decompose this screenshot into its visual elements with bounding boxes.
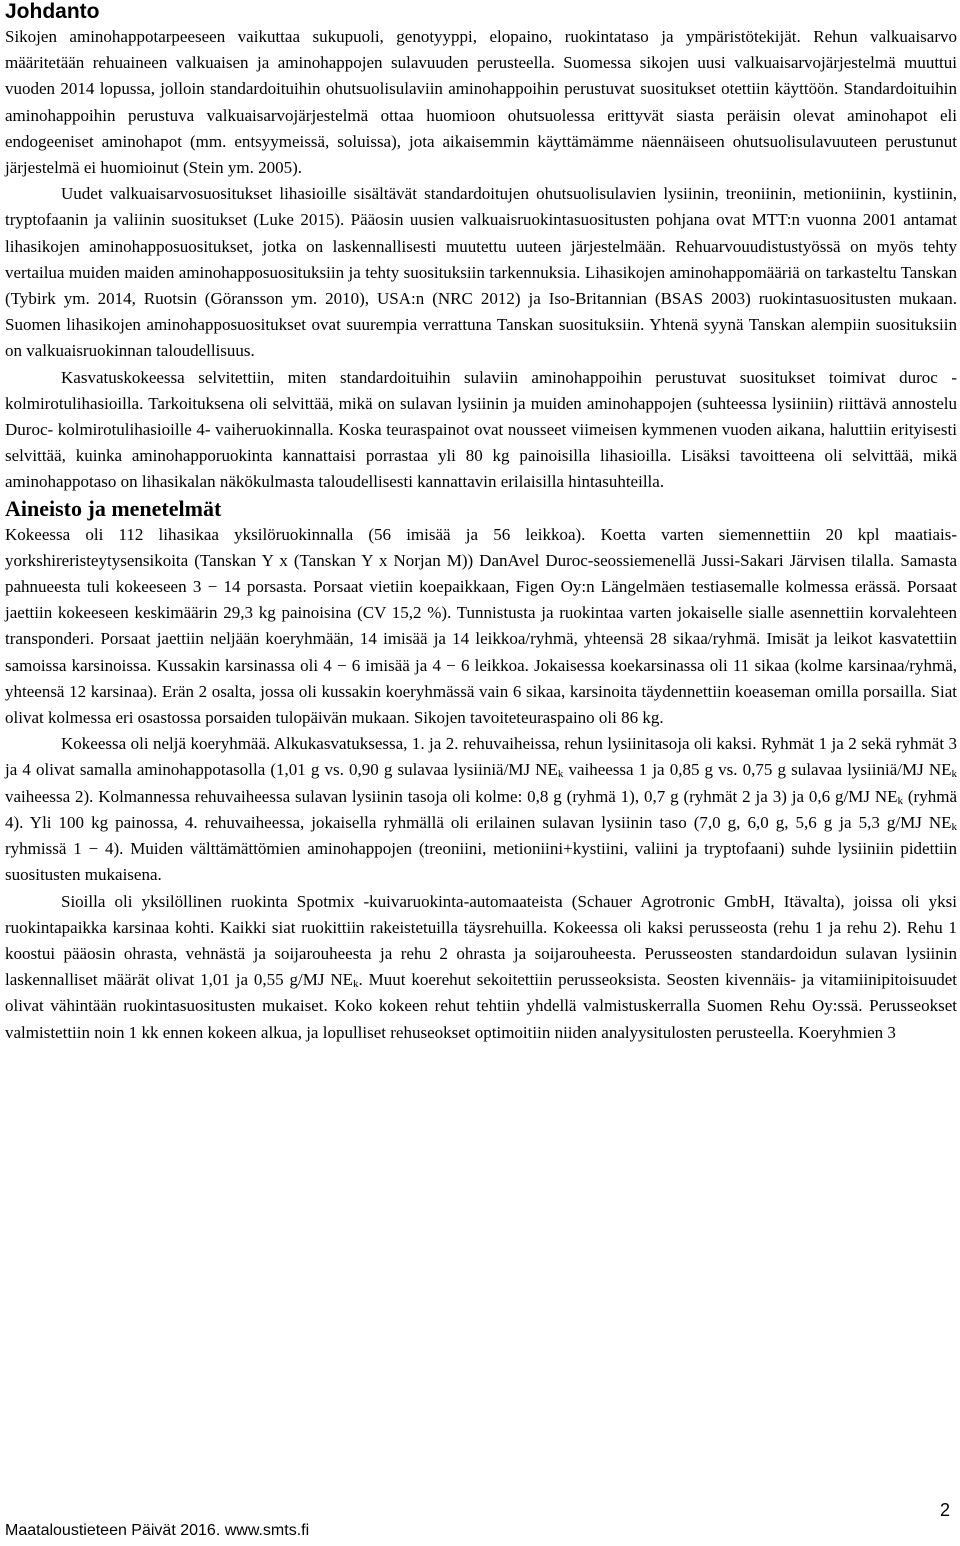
text-run: Kokeessa oli neljä koeryhmää. Alkukasvatuksessa, 1. ja 2. rehuvaiheissa, rehun lysiinitasoja oli kaksi. Ryhmät 1 ja 2 sekä ryhmät 3 ja 4 olivat samalla aminohappotasolla (1,01 g vs. 0,90 g sulavaa lysiiniä/MJ NE <box>5 734 957 780</box>
paragraph: Sikojen aminohappotarpeeseen vaikuttaa sukupuoli, genotyyppi, elopaino, ruokintataso ja ympäristötekijät. Rehun valkuaisarvo määritetään rehuaineen valkuaisen ja aminohappojen sulavuuden perusteella. Suomessa sikojen uusi valkuaisarvojärjestelmä muuttui vuoden 2014 lopussa, jolloin standardoituihin ohutsuolisulaviin aminohappoihin perustuvat suositukset otettiin käyttöön. Standardoituihin aminohappoihin perustuva valkuaisarvojärjestelmä ottaa huomioon ohutsuolessa erittyvät siasta peräisin olevat aminohapot eli endogeeniset aminohapot (mm. entsyymeissä, soluissa), jota aikaisemmin käyttämämme näennäiseen ohutsuolisulavuuteen perustunut järjestelmä ei huomioinut (Stein ym. 2005). <box>5 27 957 178</box>
text-run: (ryhmä 4). Yli 100 kg painossa, 4. rehuvaiheessa, jokaisella ryhmällä oli erilainen sulavan lysiinin taso (7,0 g, 6,0 g, 5,6 g ja 5,3 g/MJ NE <box>5 786 957 832</box>
paragraph: Uudet valkuaisarvosuositukset lihasioille sisältävät standardoitujen ohutsuolisulavien lysiinin, treoniinin, metioniinin, kystiinin, tryptofaanin ja valiinin suositukset (Luke 2015). Pääosin uusien valkuaisruokintasuositusten pohjana ovat MTT:n vuonna 2001 antamat lihasikojen aminohapposuositukset, jotka on laskennallisesti muutettu uuteen järjestelmään. Rehuarvouudistustyössä on myös tehty vertailua muiden maiden aminohapposuosituksiin ja tehty suosituksiin tarkennuksia. Lihasikojen aminohappomääriä on tarkasteltu Tanskan (Tybirk ym. 2014, Ruotsin (Göransson ym. 2010), USA:n (NRC 2012) ja Iso-Britannian (BSAS 2003) ruokintasuositusten mukaan. Suomen lihasikojen aminohapposuositukset ovat suurempia verrattuna Tanskan suosituksiin. Yhtenä syynä Tanskan alempiin suosituksiin on valkuaisruokinnan taloudellisuus. <box>5 184 957 361</box>
section-heading-introduction: Johdanto <box>5 0 100 23</box>
document-page <box>5 0 957 1046</box>
subscript: k <box>951 820 957 833</box>
paragraph: Kokeessa oli 112 lihasikaa yksilöruokinnalla (56 imisää ja 56 leikkoa). Koetta varten siemennettiin 20 kpl maatiais-yorkshireristeytysensikoita (Tanskan Y x (Tanskan Y x Norjan M)) DanAvel Duroc-seossiemenellä Jussi-Sakari Järvisen tilalla. Samasta pahnueesta tuli kokeeseen 3 − 14 porsasta. Porsaat vietiin koepaikkaan, Figen Oy:n Längelmäen testiasemalle kolmessa erässä. Porsaat jaettiin kokeeseen keskimäärin 29,3 kg painoisina (CV 15,2 %). Tunnistusta ja ruokintaa varten jokaiselle sialle asennettiin korvalehteen transponderi. Porsaat jaettiin neljään koeryhmään, 14 imisää ja 14 leikkoa/ryhmä, yhteensä 28 sikaa/ryhmä. Imisät ja leikot kasvatettiin samoissa karsinoissa. Kussakin karsinassa oli 4 − 6 imisää ja 4 − 6 leikkoa. Jokaisessa koekarsinassa oli 11 sikaa (kolme karsinaa/ryhmä, yhteensä 12 karsinaa). Erän 2 osalta, jossa oli kussakin koeryhmässä vain 6 sikaa, karsinoita täydennettiin koeaseman omilla porsailla. Siat olivat kolmessa eri osastossa porsaiden tulopäivän mukaan. Sikojen tavoiteteuraspaino oli 86 kg. <box>5 524 957 728</box>
subscript: k <box>897 794 904 807</box>
text-run: ryhmissä 1 − 4). Muiden välttämättömien aminohappojen (treoniini, metioniini+kystiini, valiini ja tryptofaani) suhde lysiiniin pidettiin suositusten mukaisena. <box>5 839 957 885</box>
text-run: vaiheessa 2). Kolmannessa rehuvaiheessa sulavan lysiinin tasoja oli kolme: 0,8 g (ryhmä 1), 0,7 g (ryhmät 2 ja 3) ja 0,6 g/MJ NE <box>5 786 898 806</box>
subscript: k <box>353 978 359 991</box>
subscript: k <box>951 768 957 781</box>
paragraph-feeding <box>5 889 957 1046</box>
footer-text: Maataloustieteen Päivät 2016. www.smts.fi <box>5 1522 310 1539</box>
paragraph: Kasvatuskokeessa selvitettiin, miten standardoituihin sulaviin aminohappoihin perustuvat suositukset toimivat duroc -kolmirotulihasioilla. Tarkoituksena oli selvittää, mikä on sulavan lysiinin ja muiden aminohappojen (suhteessa lysiiniin) riittävä annostelu Duroc- kolmirotulihasioille 4- vaiheruokinnalla. Koska teuraspainot ovat nousseet viimeisen kymmenen vuoden aikana, haluttiin erityisesti selvittää, kuinka aminohapporuokinta kannattaisi porrastaa yli 80 kg painoisilla lihasioilla. Lisäksi tavoitteena oli selvittää, mikä aminohappotaso on lihasikalan näkökulmasta taloudellisesti kannattavin erilaisilla hintasuhteilla. <box>5 367 957 492</box>
text-run: vaiheessa 1 ja 0,85 g vs. 0,75 g sulavaa lysiiniä/MJ NE <box>563 760 952 780</box>
section-heading-methods: Aineisto ja menetelmät <box>5 495 222 521</box>
page-number: 2 <box>939 1500 950 1520</box>
paragraph-lysine-levels <box>5 731 957 888</box>
subscript: k <box>557 768 564 781</box>
text-run: . Muut koerehut sekoitettiin perusseoksista. Seosten kivennäis- ja vitamiinipitoisuudet olivat vähintään ruokintasuositusten mukaiset. Koko kokeen rehut tehtiin yhdellä valmistuskerralla Suomen Rehu Oy:ssä. Perusseokset valmistettiin noin 1 kk ennen kokeen alkua, ja lopulliset rehuseokset optimoitiin niiden analyysitulosten perusteella. Koeryhmien 3 <box>5 970 957 1042</box>
text-run: Sioilla oli yksilöllinen ruokinta Spotmix -kuivaruokinta-automaateista (Schauer Agrotronic GmbH, Itävalta), joissa oli yksi ruokintapaikka karsinaa kohti. Kaikki siat ruokittiin rakeistetuilla täysrehuilla. Kokeessa oli kaksi perusseosta (rehu 1 ja rehu 2). Rehu 1 koostui pääosin ohrasta, vehnästä ja soijarouheesta ja rehu 2 ohrasta ja soijarouheesta. Perusseosten standardoidun sulavan lysiinin laskennalliset määrät olivat 1,01 ja 0,55 g/MJ NE <box>5 891 957 990</box>
